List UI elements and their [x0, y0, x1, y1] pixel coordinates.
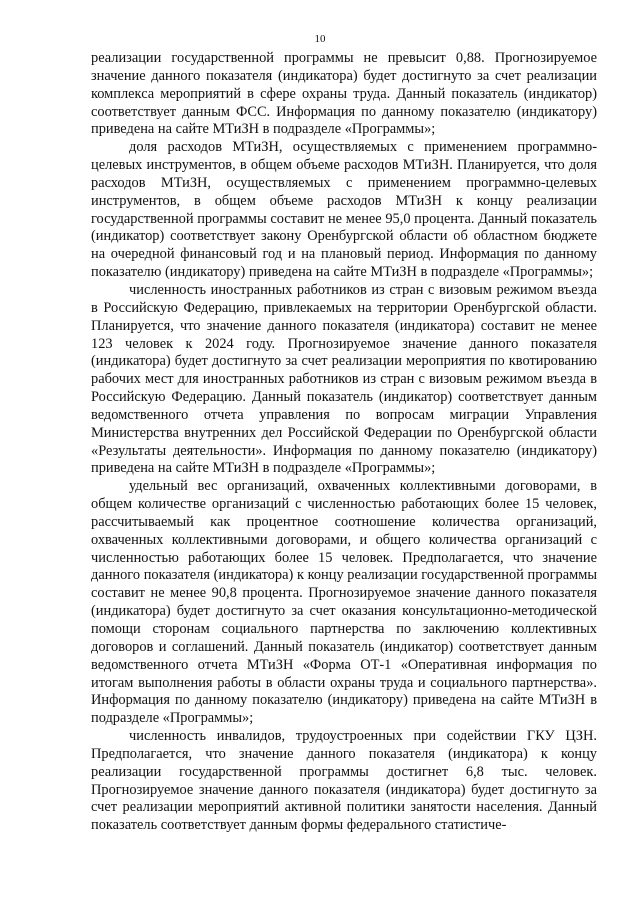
paragraph-collective-agreements: удельный вес организаций, охваченных коллективными договорами, в общем количестве организаций с численностью работающих более 15 человек, рассчитываемый как процентное соотношение количества организаций, охваченных коллективными договорами, и общего количества организаций с численностью работающих более 15 человек. Предполагается, что значение данного показателя (индикатора) к концу реализации государственной программы составит не менее 90,8 процента. Прогнозируемое значение данного показателя (индикатора) будет достигнуто за счет оказания консультационно-методической помощи сторонам социального партнерства по заключению коллективных договоров и соглашений. Данный показатель (индикатор) соответствует данным ведомственного отчета МТиЗН «Форма ОТ-1 «Оперативная информация по итогам выполнения работы в области охраны труда и социального партнерства». Информация по данному показателю (индикатору) приведена на сайте МТиЗН в подразделе «Программы»;: [91, 478, 597, 727]
paragraph-occupational-injury-continued: реализации государственной программы не превысит 0,88. Прогнозируемое значение данного показателя (индикатора) будет достигнуто за счет реализации комплекса мероприятий в сфере охраны труда. Данный показатель (индикатор) соответствует данным ФСС. Информация по данному показателю (индикатору) приведена на сайте МТиЗН в подразделе «Программы»;: [91, 50, 597, 138]
paragraph-foreign-workers: численность иностранных работников из стран с визовым режимом въезда в Российскую Федерацию, привлекаемых на территории Оренбургской области. Планируется, что значение данного показателя (индикатора) составит не менее 123 человек к 2024 году. Прогнозируемое значение данного показателя (индикатора) будет достигнуто за счет реализации мероприятия по квотированию рабочих мест для иностранных работников из стран с визовым режимом въезда в Российскую Федерацию. Данный показатель (индикатор) соответствует данным ведомственного отчета управления по вопросам миграции Управления Министерства внутренних дел Российской Федерации по Оренбургской области «Результаты деятельности». Информация по данному показателю (индикатору) приведена на сайте МТиЗН в подразделе «Программы»;: [91, 281, 597, 477]
paragraph-disabled-employment: численность инвалидов, трудоустроенных при содействии ГКУ ЦЗН. Предполагается, что значение данного показателя (индикатора) к концу реализации государственной программы достигнет 6,8 тыс. человек. Прогнозируемое значение данного показателя (индикатора) будет достигнуто за счет реализации мероприятий активной политики занятости населения. Данный показатель соответствует данным формы федерального статистиче-: [91, 728, 597, 834]
page-number: 10: [314, 33, 326, 45]
document-body: [91, 50, 597, 835]
paragraph-program-expenditure-share: доля расходов МТиЗН, осуществляемых с применением программно-целевых инструментов, в общем объеме расходов МТиЗН. Планируется, что доля расходов МТиЗН, осуществляемых с применением программно-целевых инструментов, в общем объеме расходов МТиЗН к концу реализации государственной программы составит не менее 95,0 процента. Данный показатель (индикатор) соответствует закону Оренбургской области об областном бюджете на очередной финансовый год и на плановый период. Информация по данному показателю (индикатору) приведена на сайте МТиЗН в подразделе «Программы»;: [91, 139, 597, 281]
